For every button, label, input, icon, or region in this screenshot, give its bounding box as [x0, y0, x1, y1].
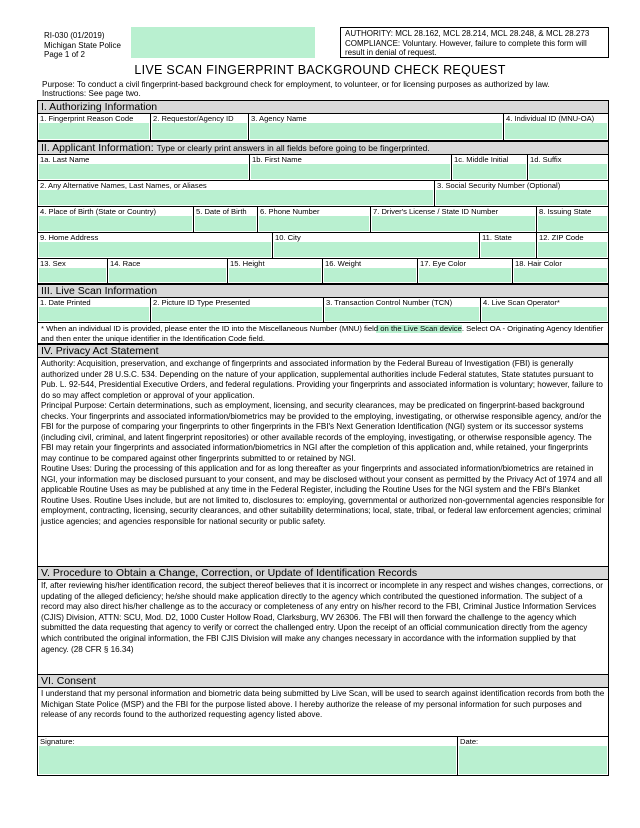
procedure-body	[37, 580, 609, 674]
instructions-text: Instructions: See page two.	[42, 89, 141, 98]
date-printed-field[interactable]	[38, 298, 151, 322]
section-4-title: IV. Privacy Act Statement	[41, 345, 159, 357]
sex-field[interactable]	[38, 259, 108, 283]
applicant-row-4	[37, 233, 609, 259]
field-label: Signature:	[40, 737, 75, 746]
section-1-row	[37, 114, 609, 141]
agency-name-field[interactable]	[249, 114, 504, 140]
section-3-title: III. Live Scan Information	[41, 285, 158, 297]
live-scan-row	[37, 298, 609, 323]
section-1-header	[37, 100, 609, 114]
hair-color-field[interactable]	[513, 259, 608, 283]
field-label: 1a. Last Name	[40, 155, 90, 164]
issuing-state-field[interactable]	[537, 207, 608, 232]
field-label: 6. Phone Number	[260, 207, 320, 216]
section-3-header	[37, 284, 609, 298]
section-2-title: II. Applicant Information:	[41, 142, 154, 154]
live-scan-note	[37, 323, 609, 344]
compliance-text: COMPLIANCE: Voluntary. However, failure to complete this form will result in denial of request.	[345, 38, 587, 57]
authority-box	[340, 27, 609, 58]
page-number: Page 1 of 2	[44, 50, 85, 59]
drivers-license-field[interactable]	[371, 207, 537, 232]
live-scan-operator-field[interactable]	[481, 298, 608, 322]
field-label: Date:	[460, 737, 479, 746]
date-of-birth-field[interactable]	[194, 207, 258, 232]
field-label: 14. Race	[110, 259, 141, 268]
field-label: 17. Eye Color	[420, 259, 467, 268]
alternative-names-field[interactable]	[38, 181, 435, 206]
section-6-header	[37, 674, 609, 688]
field-label: 1c. Middle Initial	[454, 155, 509, 164]
suffix-field[interactable]	[528, 155, 608, 180]
field-label: 5. Date of Birth	[196, 207, 247, 216]
field-label: 12. ZIP Code	[539, 233, 584, 242]
first-name-field[interactable]	[250, 155, 452, 180]
field-label: 7. Driver's License / State ID Number	[373, 207, 499, 216]
zip-code-field[interactable]	[537, 233, 608, 258]
field-label: 4. Place of Birth (State or Country)	[40, 207, 157, 216]
requestor-agency-id-field[interactable]	[151, 114, 249, 140]
field-label: 15. Height	[230, 259, 265, 268]
field-label: 18. Hair Color	[515, 259, 562, 268]
city-field[interactable]	[273, 233, 480, 258]
applicant-row-5	[37, 259, 609, 284]
section-2-header	[37, 141, 609, 155]
privacy-authority-paragraph: Authority: Acquisition, preservation, and exchange of fingerprints and associated information by the Federal Bureau of Investigation (FBI) is generally authorized under 28 U.S.C. 534. Depending on the nature of your application, supplemental authorities include Federal statutes, State statutes pursuant to Pub. L. 92-544, Presidential Executive Orders, and federal regulations. Providing your fingerprints and associated information is voluntary; however, failure to do so may affect completion or approval of your application.	[41, 359, 603, 400]
field-label: 3. Social Security Number (Optional)	[437, 181, 561, 190]
field-label: 13. Sex	[40, 259, 66, 268]
state-field[interactable]	[480, 233, 537, 258]
agency-name: Michigan State Police	[44, 40, 121, 50]
field-label: 1d. Suffix	[530, 155, 562, 164]
place-of-birth-field[interactable]	[38, 207, 194, 232]
section-2-subtitle: Type or clearly print answers in all fields before going to be fingerprinted.	[156, 143, 430, 153]
live-scan-note-text: * When an individual ID is provided, please enter the ID into the Miscellaneous Number (MNU) field on the Live Scan device. Select OA - Originating Agency Identifier and then enter the unique identifier in the Identification Code field.	[41, 324, 604, 343]
ssn-field[interactable]	[435, 181, 608, 206]
form-id: RI-030 (01/2019)	[44, 31, 105, 40]
header-blank-field[interactable]	[131, 27, 315, 58]
fingerprint-reason-code-field[interactable]	[38, 114, 151, 140]
field-label: 3. Transaction Control Number (TCN)	[326, 298, 453, 307]
procedure-paragraph: If, after reviewing his/her identification record, the subject thereof believes that it is incorrect or incomplete in any respect and wishes changes, corrections, or updating of the alleged deficiency; he/she should make application directly to the agency which contributed the questioned information. The subject of a record may also direct his/her challenge as to the accuracy or completeness of any entry on his/her record to the FBI, Criminal Justice Information Services (CJIS) Division, ATTN: SCU, Mod. D2, 1000 Custer Hollow Road, Clarksburg, WV 26306. The FBI will then forward the challenge to the agency which submitted the data requesting that agency to verify or correct the challenged entry. Upon the receipt of an official communication directly from the agency which contributed the original information, the FBI CJIS Division will make any changes necessary in accordance with the information supplied by that agency. (28 CFR § 16.34)	[41, 581, 603, 654]
race-field[interactable]	[108, 259, 228, 283]
applicant-row-3	[37, 207, 609, 233]
section-6-title: VI. Consent	[41, 675, 96, 687]
section-5-title: V. Procedure to Obtain a Change, Correction, or Update of Identification Records	[41, 567, 418, 579]
height-field[interactable]	[228, 259, 323, 283]
field-label: 11. State	[482, 233, 512, 242]
field-label: 2. Picture ID Type Presented	[153, 298, 250, 307]
consent-paragraph: I understand that my personal information and biometric data being submitted by Live Scan, will be used to search against identification records from both the Michigan State Police (MSP) and the FBI for the purpose listed above. I hereby authorize the release of my personal information for such purposes and release of any records found to the authorized requesting agency listed above.	[41, 689, 605, 720]
field-label: 1b. First Name	[252, 155, 302, 164]
section-4-header	[37, 344, 609, 358]
signature-field[interactable]	[38, 737, 458, 775]
purpose-text: Purpose: To conduct a civil fingerprint-based background check for employment, to volunteer, or for licensing purposes as authorized by law.	[42, 80, 550, 89]
form-id-block	[44, 31, 121, 60]
field-label: 2. Any Alternative Names, Last Names, or Aliases	[40, 181, 207, 190]
field-label: 4. Individual ID (MNU-OA)	[506, 114, 595, 123]
field-label: 8. Issuing State	[539, 207, 592, 216]
middle-initial-field[interactable]	[452, 155, 528, 180]
field-label: 1. Fingerprint Reason Code	[40, 114, 134, 123]
field-label: 4. Live Scan Operator*	[483, 298, 560, 307]
privacy-act-body	[37, 358, 609, 566]
field-label: 9. Home Address	[40, 233, 99, 242]
individual-id-field[interactable]	[504, 114, 608, 140]
field-label: 16. Weight	[325, 259, 362, 268]
applicant-row-2	[37, 181, 609, 207]
phone-number-field[interactable]	[258, 207, 371, 232]
applicant-row-1	[37, 155, 609, 181]
field-label: 1. Date Printed	[40, 298, 91, 307]
section-5-header	[37, 566, 609, 580]
eye-color-field[interactable]	[418, 259, 513, 283]
field-label: 3. Agency Name	[251, 114, 307, 123]
page-title: LIVE SCAN FINGERPRINT BACKGROUND CHECK REQUEST	[134, 63, 506, 77]
field-label: 2. Requestor/Agency ID	[153, 114, 234, 123]
field-label: 10. City	[275, 233, 301, 242]
picture-id-type-field[interactable]	[151, 298, 324, 322]
privacy-purpose-paragraph: Principal Purpose: Certain determinations, such as employment, licensing, and security clearances, may be predicated on fingerprint-based background checks. Your fingerprints and associated information/biometrics may be provided to the employing, investigating, or otherwise responsible agency, and/or the FBI for the purpose of comparing your fingerprints to other fingerprints in the FBI's Next Generation Identification (NGI) system or its successor systems (including civil, criminal, and latent fingerprint repositories) or other available records of the employing, investigating, or otherwise responsible agency. The FBI may retain your fingerprints and associated information/biometrics in NGI after the completion of this application and, while retained, your fingerprints may continue to be compared against other fingerprints submitted to or retained by NGI.	[41, 401, 602, 463]
last-name-field[interactable]	[38, 155, 250, 180]
home-address-field[interactable]	[38, 233, 273, 258]
tcn-field[interactable]	[324, 298, 481, 322]
weight-field[interactable]	[323, 259, 418, 283]
consent-body	[37, 688, 609, 737]
signature-row	[37, 737, 609, 776]
date-field[interactable]	[458, 737, 608, 775]
authority-text: AUTHORITY: MCL 28.162, MCL 28.214, MCL 28.248, & MCL 28.273	[345, 29, 590, 38]
section-1-title: I. Authorizing Information	[41, 101, 158, 113]
privacy-routine-uses-paragraph: Routine Uses: During the processing of this application and for as long thereafter as your fingerprints and associated information/biometrics are retained in NGI, your information may be disclosed pursuant to your consent, and may be disclosed without your consent as permitted by the Privacy Act of 1974 and all applicable Routine Uses as may be published at any time in the Federal Register, including the Routine Uses for the NGI system and the FBI's Blanket Routine Uses. Routine Uses include, but are not limited to, disclosures to: employing, governmental or authorized non-governmental agencies responsible for employment, contracting, licensing, security clearances, and other suitability determinations; local, state, tribal, or federal law enforcement agencies; criminal justice agencies; and agencies responsible for national security or public safety.	[41, 464, 605, 526]
